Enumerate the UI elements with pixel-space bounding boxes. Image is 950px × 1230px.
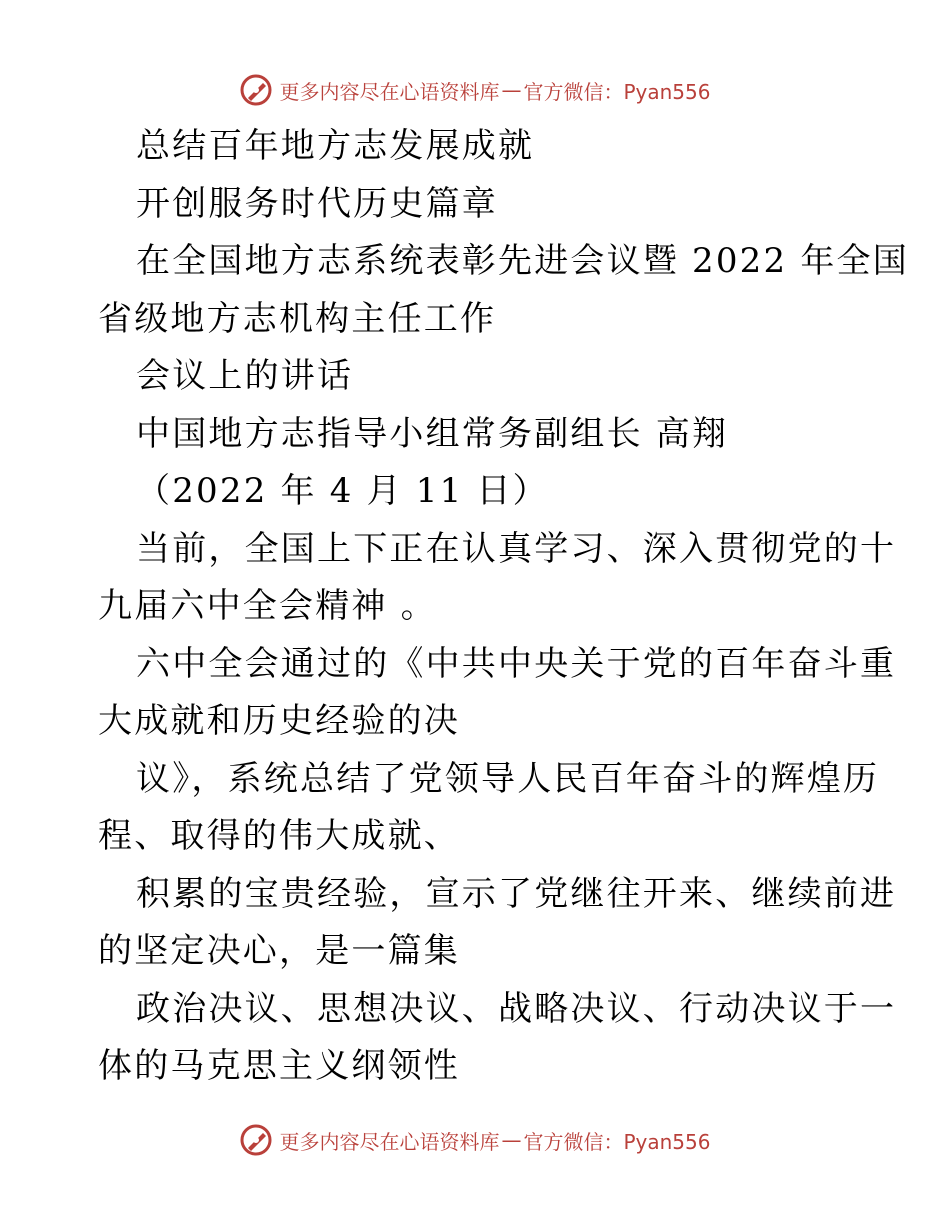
watermark-separator: —: [501, 1128, 522, 1152]
doc-line-subtitle-2: 省级地方志机构主任工作: [98, 298, 497, 339]
doc-line-paragraph: 大成就和历史经验的决: [98, 701, 460, 741]
doc-line-paragraph: 九届六中全会精神 。: [98, 586, 437, 626]
doc-line-paragraph: 积累的宝贵经验，宣示了党继往开来、继续前进: [136, 873, 897, 914]
watermark-contact: 官方微信：Pyan556: [523, 1129, 711, 1154]
doc-line-paragraph: 体的马克思主义纲领性: [98, 1046, 460, 1086]
doc-line-paragraph: 的坚定决心，是一篇集: [98, 931, 460, 971]
doc-line-title-2: 开创服务时代历史篇章: [136, 183, 498, 224]
doc-line-paragraph: 当前，全国上下正在认真学习、深入贯彻党的十: [136, 528, 897, 569]
doc-line-paragraph: 政治决议、思想决议、战略决议、行动决议于一: [136, 988, 897, 1029]
doc-line-paragraph: 六中全会通过的《中共中央关于党的百年奋斗重: [136, 643, 897, 684]
document-body: [98, 118, 909, 1096]
doc-line-subtitle-3: 会议上的讲话: [136, 356, 354, 396]
watermark-text: 更多内容尽在心语资料库: [279, 79, 500, 104]
doc-line-title-1: 总结百年地方志发展成就: [136, 126, 535, 166]
footer-watermark: [0, 1120, 950, 1160]
watermark-text: 更多内容尽在心语资料库: [279, 1129, 500, 1154]
doc-line-paragraph: 程、取得的伟大成就、: [98, 816, 460, 856]
doc-line-date: （2022 年 4 月 11 日）: [136, 471, 549, 511]
watermark-separator: —: [501, 78, 522, 102]
watermark-contact: 官方微信：Pyan556: [523, 79, 711, 104]
header-watermark: [0, 70, 950, 110]
pen-circle-logo-icon: [239, 1123, 273, 1157]
doc-line-paragraph: 议》，系统总结了党领导人民百年奋斗的辉煌历: [136, 758, 880, 799]
doc-line-subtitle-1: 在全国地方志系统表彰先进会议暨 2022 年全国: [136, 241, 909, 281]
pen-circle-logo-icon: [239, 73, 273, 107]
doc-line-author: 中国地方志指导小组常务副组长 高翔: [136, 413, 729, 454]
